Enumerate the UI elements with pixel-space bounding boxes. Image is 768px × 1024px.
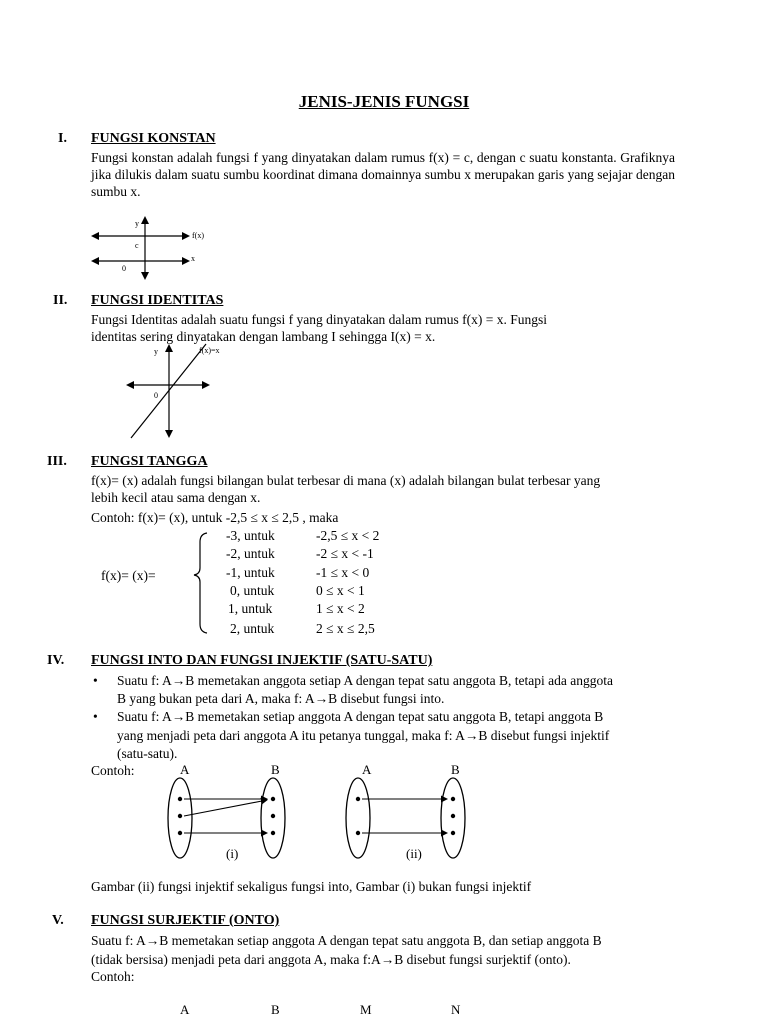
bullet-2-dot: •	[93, 709, 98, 724]
case-1-condition: -2,5 ≤ x < 2	[316, 528, 380, 543]
graph2-zero-label: 0	[154, 391, 158, 400]
section-5-heading: FUNGSI SURJEKTIF (ONTO)	[91, 913, 280, 928]
graph1-zero-label: 0	[122, 264, 126, 273]
graph1-c-label: c	[135, 241, 139, 250]
graph2-y-label: y	[154, 347, 158, 356]
graph1-x-label: x	[191, 254, 195, 263]
case-2-condition: -2 ≤ x < -1	[316, 546, 374, 561]
section-3-example: Contoh: f(x)= (x), untuk -2,5 ≤ x ≤ 2,5 , maka	[91, 510, 339, 525]
section-2-number: II.	[53, 293, 68, 308]
section-4-number: IV.	[47, 653, 65, 668]
surjective-set-m-label: M	[360, 1002, 372, 1017]
section-2-heading: FUNGSI IDENTITAS	[91, 293, 224, 308]
bullet-1-dot: •	[93, 673, 98, 688]
section-5-number: V.	[52, 913, 64, 928]
bullet-1-line-2: B yang bukan peta dari A, maka f: A→B disebut fungsi into.	[117, 691, 445, 706]
graph1-y-label: y	[135, 219, 139, 228]
section-5-example: Contoh:	[91, 969, 135, 984]
step-function-lhs: f(x)= (x)=	[101, 568, 156, 583]
diagram-1-set-a-label: A	[180, 762, 190, 777]
section-1-number: I.	[58, 131, 67, 146]
section-4-example: Contoh:	[91, 763, 135, 778]
section-3-heading: FUNGSI TANGGA	[91, 454, 208, 469]
case-4-value: 0, untuk	[230, 583, 275, 598]
case-5-condition: 1 ≤ x < 2	[316, 601, 365, 616]
bullet-2-line-1: Suatu f: A→B memetakan setiap anggota A dengan tepat satu anggota B, tetapi anggota B	[117, 709, 604, 724]
page-title: JENIS-JENIS FUNGSI	[298, 92, 470, 111]
section-2-line-2: identitas sering dinyatakan dengan lambang I sehingga I(x) = x.	[91, 329, 436, 344]
graph1-fx-label: f(x)	[192, 231, 204, 240]
case-6-condition: 2 ≤ x ≤ 2,5	[316, 621, 375, 636]
section-3-line-1: f(x)= (x) adalah fungsi bilangan bulat terbesar di mana (x) adalah bilangan bulat terbesar yang	[91, 473, 601, 488]
section-3-line-2: lebih kecil atau sama dengan x.	[91, 490, 261, 505]
bullet-2-line-3: (satu-satu).	[117, 746, 178, 761]
section-4-note: Gambar (ii) fungsi injektif sekaligus fungsi into, Gambar (i) bukan fungsi injektif	[91, 879, 532, 894]
case-4-condition: 0 ≤ x < 1	[316, 583, 365, 598]
section-5-line-2: (tidak bersisa) menjadi peta dari anggota A, maka f:A→B disebut fungsi surjektif (onto).	[91, 952, 571, 967]
case-1-value: -3, untuk	[226, 528, 275, 543]
section-5-line-1: Suatu f: A→B memetakan setiap anggota A dengan tepat satu anggota B, dan setiap anggota B	[91, 933, 602, 948]
diagram-1-set-b-label: B	[271, 762, 280, 777]
case-3-condition: -1 ≤ x < 0	[316, 565, 370, 580]
surjective-set-n-label: N	[451, 1002, 461, 1017]
graph2-fx-label: f(x)=x	[199, 346, 220, 355]
case-3-value: -1, untuk	[226, 565, 275, 580]
diagram-2-set-b-label: B	[451, 762, 460, 777]
bullet-1-line-1: Suatu f: A→B memetakan anggota setiap A dengan tepat satu anggota B, tetapi ada anggota	[117, 673, 613, 688]
section-2-line-1: Fungsi Identitas adalah suatu fungsi f yang dinyatakan dalam rumus f(x) = x. Fungsi	[91, 312, 548, 327]
section-4-heading: FUNGSI INTO DAN FUNGSI INJEKTIF (SATU-SATU)	[91, 653, 433, 668]
diagram-2-caption: (ii)	[406, 846, 422, 861]
case-2-value: -2, untuk	[226, 546, 275, 561]
surjective-set-a-label: A	[180, 1002, 190, 1017]
bullet-2-line-2: yang menjadi peta dari anggota A itu petanya tunggal, maka f: A→B disebut fungsi injektif	[117, 728, 610, 743]
section-1-heading: FUNGSI KONSTAN	[91, 131, 216, 146]
section-3-number: III.	[47, 454, 67, 469]
section-1-body: Fungsi konstan adalah fungsi f yang dinyatakan dalam rumus f(x) = c, dengan c suatu konstanta. Grafiknya jika dilukis dalam suatu sumbu koordinat dimana domainnya sumbu x merupakan garis yang sejajar dengan sumbu x.	[91, 150, 675, 199]
diagram-1-caption: (i)	[226, 846, 239, 861]
surjective-set-b-label: B	[271, 1002, 280, 1017]
diagram-2-set-a-label: A	[362, 762, 372, 777]
case-6-value: 2, untuk	[230, 621, 275, 636]
case-5-value: 1, untuk	[228, 601, 273, 616]
